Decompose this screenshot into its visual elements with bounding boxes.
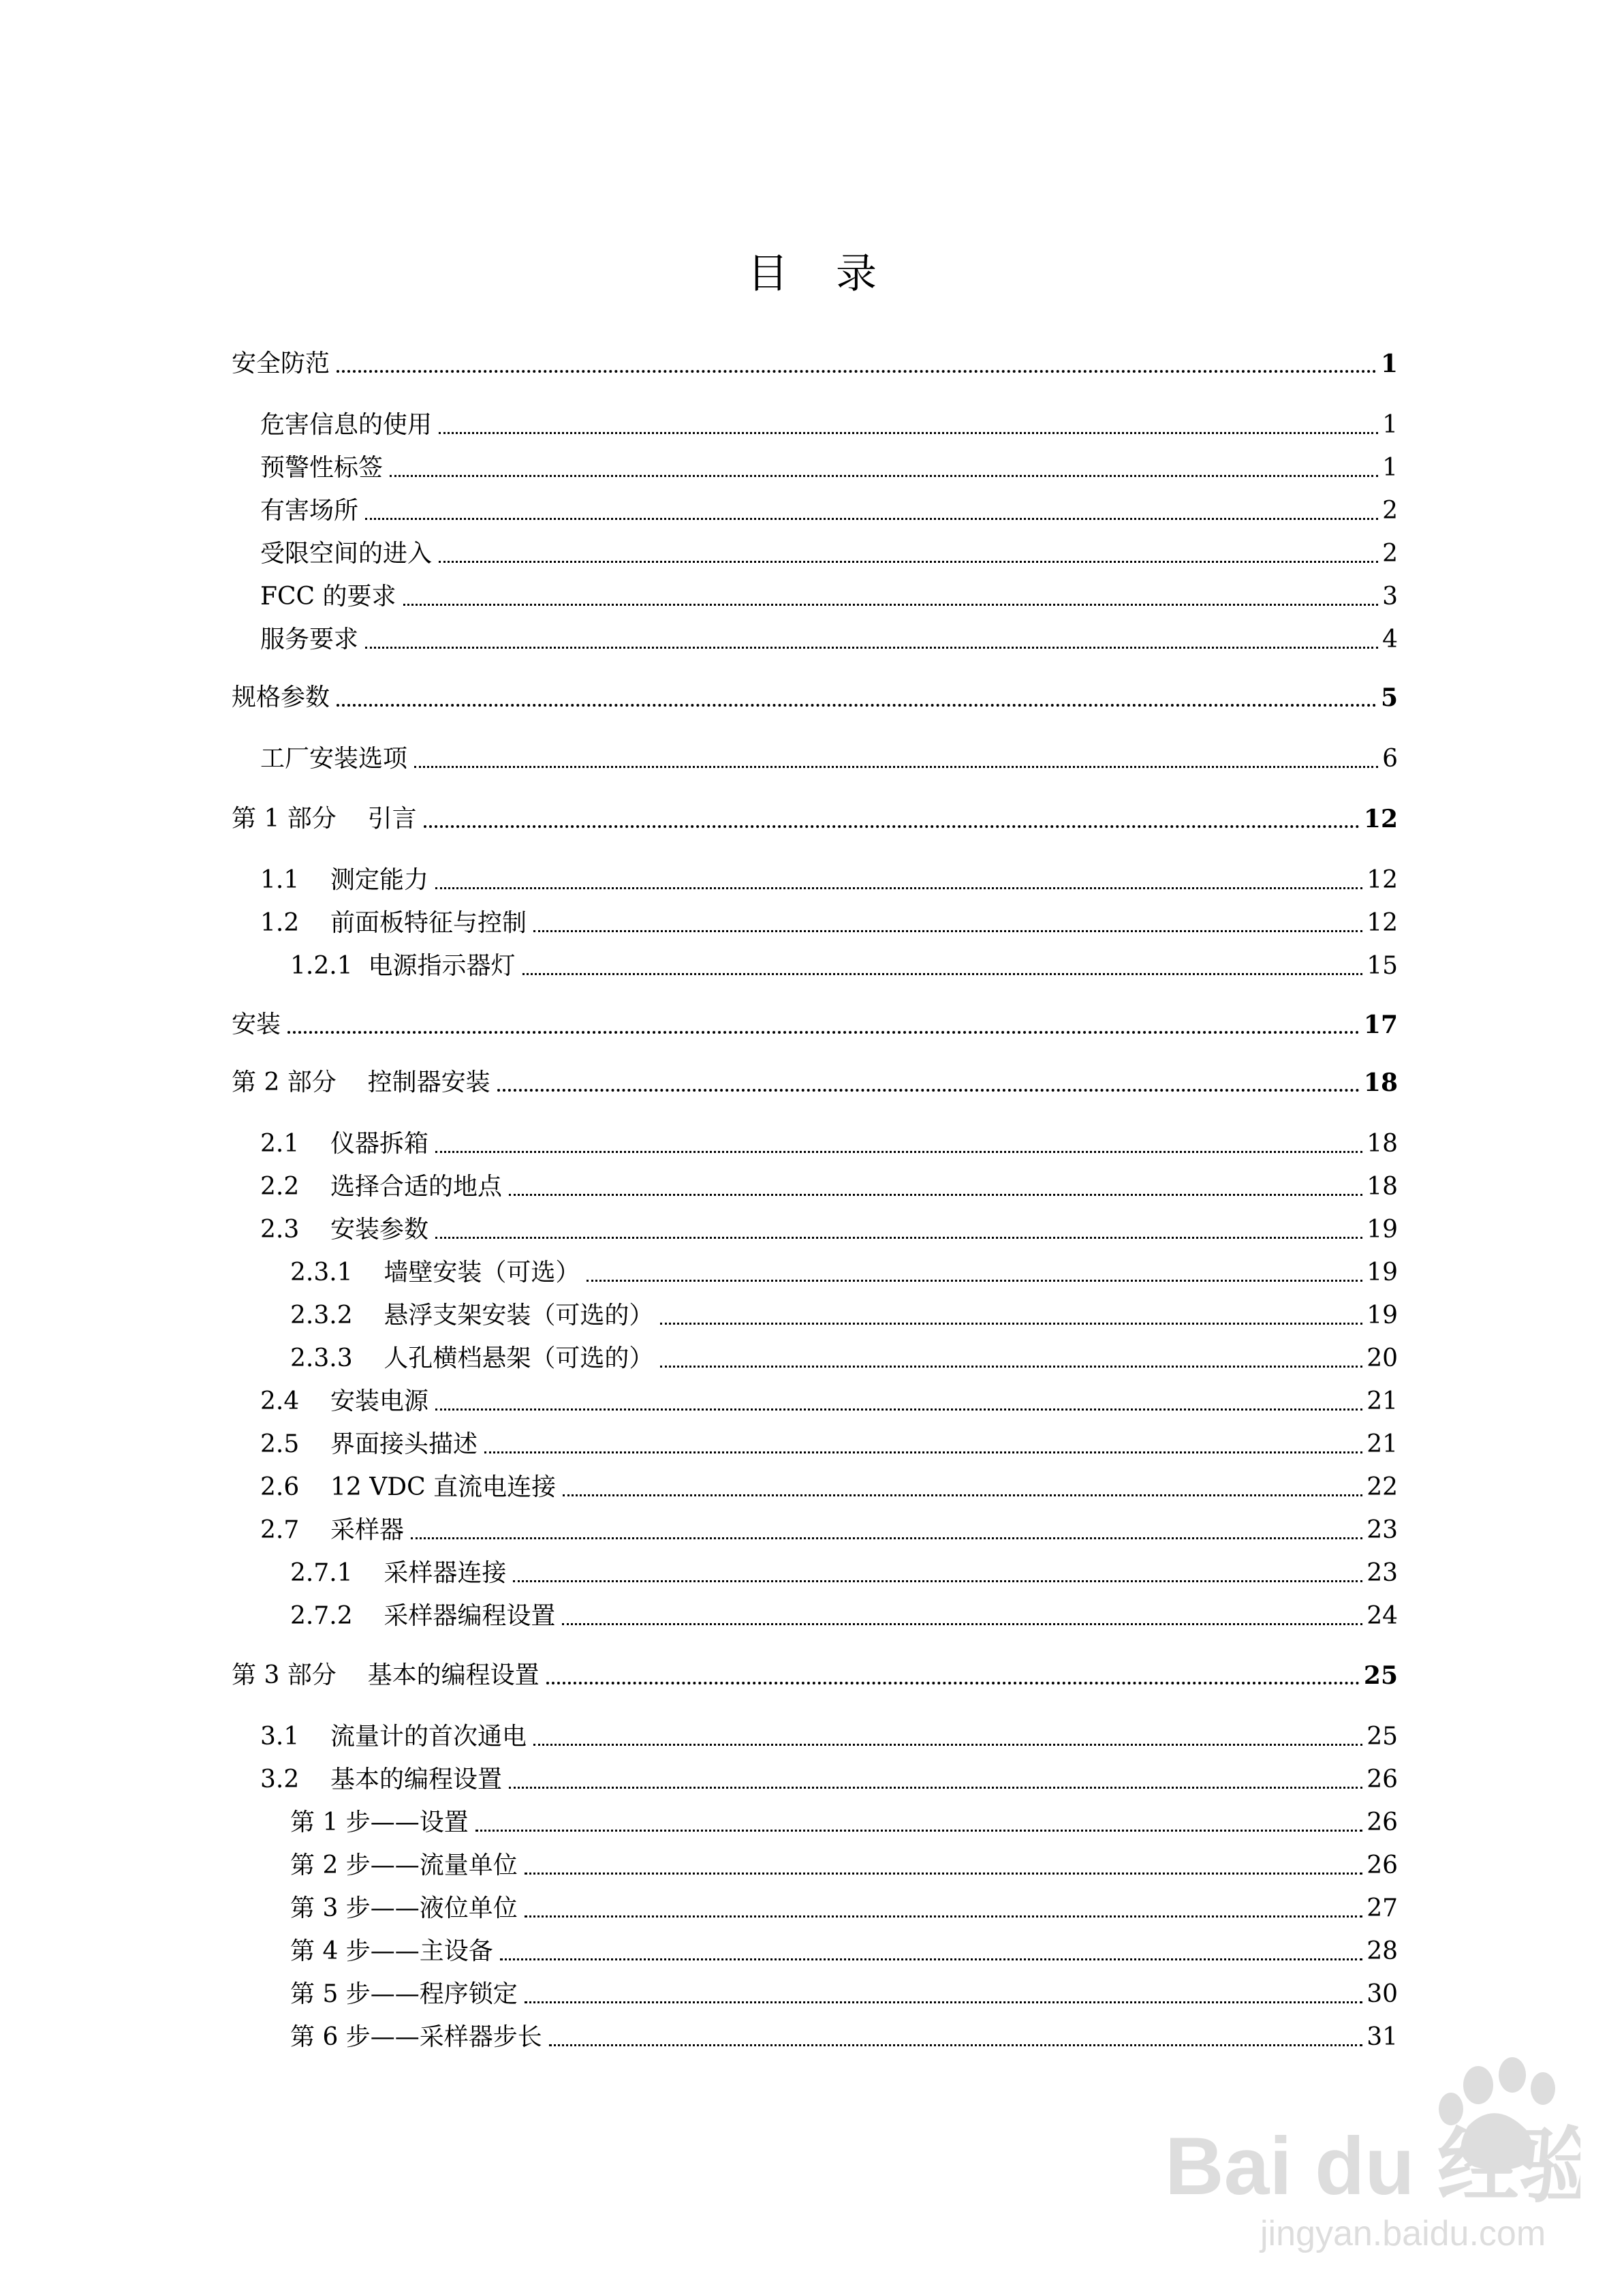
toc-entry[interactable] [260,402,1398,442]
toc-dot-leader [484,1451,1362,1453]
toc-entry-page-number: 19 [1367,1259,1398,1287]
toc-entry-title: 安装 [232,1011,281,1038]
toc-entry[interactable] [260,857,1398,897]
toc-entry-page-number: 30 [1367,1980,1398,2008]
toc-entry-title: 第 6 步——采样器步长 [290,2023,542,2051]
toc-entry[interactable] [260,1164,1398,1203]
toc-entry[interactable] [260,574,1398,613]
toc-entry-title: 2.7.2 采样器编程设置 [290,1602,556,1630]
toc-dot-leader [439,432,1378,434]
toc-dot-leader [500,1958,1362,1960]
toc-entry-title: 2.2 选择合适的地点 [260,1173,503,1201]
toc-entry-title: 受限空间的进入 [260,540,433,568]
toc-entry-page-number: 22 [1367,1473,1398,1501]
toc-entry[interactable] [290,1843,1398,1882]
toc-dot-leader [660,1323,1362,1325]
toc-entry-page-number: 12 [1367,866,1398,894]
toc-entry-page-number: 25 [1363,1661,1398,1690]
toc-entry-page-number: 2 [1382,497,1398,525]
baidu-jingyan-watermark [1158,2037,1580,2255]
toc-entry[interactable] [260,1421,1398,1461]
toc-entry-page-number: 21 [1367,1430,1398,1458]
toc-entry-title: 2.1 仪器拆箱 [260,1130,429,1158]
toc-dot-leader [497,1089,1360,1092]
toc-entry[interactable] [260,736,1398,775]
toc-entry-title: 第 2 步——流量单位 [290,1851,518,1879]
toc-entry-page-number: 26 [1367,1851,1398,1879]
toc-dot-leader [435,1408,1362,1411]
toc-entry[interactable] [290,1250,1398,1289]
toc-dot-leader [287,1031,1360,1034]
toc-entry-title: 1.2 前面板特征与控制 [260,909,527,937]
toc-entry[interactable] [260,1757,1398,1796]
toc-entry[interactable] [290,1971,1398,2011]
toc-entry-page-number: 1 [1382,411,1398,439]
toc-entry-page-number: 23 [1367,1516,1398,1544]
toc-entry-page-number: 28 [1367,1937,1398,1965]
toc-entry[interactable] [260,1464,1398,1504]
toc-dot-leader [439,561,1378,563]
svg-text:jingyan.baidu.com: jingyan.baidu.com [1260,2214,1546,2253]
toc-entry-page-number: 2 [1382,540,1398,568]
toc-dot-leader [533,1744,1362,1746]
page-title [0,247,1624,301]
toc-entry[interactable] [260,1714,1398,1753]
toc-entry-title: 2.7 采样器 [260,1516,405,1544]
toc-entry[interactable] [290,1293,1398,1332]
toc-entry[interactable] [290,1885,1398,1925]
toc-entry-title: 2.3.3 人孔横档悬架（可选的） [290,1344,654,1372]
toc-dot-leader [337,704,1377,707]
toc-dot-leader [546,1682,1360,1684]
toc-dot-leader [513,1580,1362,1582]
toc-entry-page-number: 18 [1367,1130,1398,1158]
toc-dot-leader [337,370,1377,373]
toc-dot-leader [525,2001,1362,2003]
toc-entry-title: 3.2 基本的编程设置 [260,1766,503,1793]
toc-entry-title: 2.6 12 VDC 直流电连接 [260,1473,557,1501]
toc-entry-title: 2.7.1 采样器连接 [290,1559,507,1587]
toc-entry[interactable] [290,1336,1398,1375]
toc-dot-leader [390,475,1378,477]
toc-entry-page-number: 5 [1380,683,1398,712]
toc-entry-page-number: 12 [1367,909,1398,937]
toc-entry[interactable] [232,341,1398,380]
toc-entry[interactable] [290,943,1398,983]
toc-entry-page-number: 12 [1363,805,1398,833]
toc-entry-page-number: 6 [1382,745,1398,773]
toc-entry-title: 规格参数 [232,683,330,711]
toc-entry-page-number: 24 [1367,1602,1398,1630]
toc-entry-title: 第 5 步——程序锁定 [290,1980,518,2008]
toc-entry[interactable] [260,531,1398,570]
toc-entry-title: 有害场所 [260,497,359,525]
toc-entry-page-number: 31 [1367,2023,1398,2051]
toc-entry-title: 工厂安装选项 [260,745,408,773]
toc-entry[interactable] [290,1800,1398,1839]
toc-entry-page-number: 20 [1367,1344,1398,1372]
toc-entry[interactable] [232,675,1398,714]
toc-entry-page-number: 3 [1382,583,1398,611]
toc-entry[interactable] [290,1550,1398,1590]
toc-entry-page-number: 17 [1363,1011,1398,1039]
toc-entry[interactable] [232,796,1398,835]
toc-entry-page-number: 4 [1382,626,1398,653]
toc-entry-title: 1.1 测定能力 [260,866,429,894]
toc-dot-leader [435,887,1362,889]
toc-dot-leader [435,1237,1362,1239]
toc-entry[interactable] [232,1060,1398,1099]
toc-dot-leader [403,604,1379,606]
toc-entry[interactable] [260,617,1398,656]
toc-entry[interactable] [290,1928,1398,1968]
toc-entry-title: 第 2 部分 控制器安装 [232,1068,490,1096]
toc-entry-title: 第 1 部分 引言 [232,805,417,833]
toc-dot-leader [660,1366,1362,1368]
title-char-1: 目 [747,250,788,298]
toc-entry-page-number: 18 [1367,1173,1398,1201]
toc-entry[interactable] [232,1002,1398,1041]
toc-entry-page-number: 15 [1367,952,1398,980]
toc-entry-title: 预警性标签 [260,454,384,482]
toc-entry-page-number: 25 [1367,1723,1398,1751]
toc-entry[interactable] [260,1207,1398,1246]
toc-entry[interactable] [232,1652,1398,1692]
toc-entry[interactable] [260,1378,1398,1418]
toc-dot-leader [509,1194,1362,1196]
toc-entry-page-number: 26 [1367,1808,1398,1836]
toc-dot-leader [424,825,1360,828]
toc-entry-title: 第 3 步——液位单位 [290,1894,518,1922]
toc-dot-leader [365,518,1378,520]
toc-entry[interactable] [260,445,1398,484]
toc-dot-leader [525,1873,1362,1875]
toc-dot-leader [522,973,1363,975]
toc-entry-page-number: 27 [1367,1894,1398,1922]
toc-entry-page-number: 18 [1363,1068,1398,1097]
toc-entry[interactable] [260,900,1398,940]
toc-entry-title: 危害信息的使用 [260,411,433,439]
toc-dot-leader [533,930,1362,932]
toc-dot-leader [587,1280,1362,1282]
toc-entry-title: 第 1 步——设置 [290,1808,469,1836]
svg-text:Bai du 经验: Bai du 经验 [1165,2121,1580,2212]
toc-dot-leader [525,1915,1362,1917]
toc-entry-page-number: 26 [1367,1766,1398,1793]
toc-dot-leader [562,1623,1362,1625]
toc-entry-title: 1.2.1 电源指示器灯 [290,952,516,980]
toc-entry[interactable] [260,1507,1398,1547]
toc-dot-leader [563,1494,1362,1496]
toc-entry[interactable] [260,1121,1398,1160]
toc-dot-leader [414,766,1378,768]
toc-entry-title: 服务要求 [260,626,359,653]
toc-entry-page-number: 23 [1367,1559,1398,1587]
toc-entry-title: 2.3.1 墙壁安装（可选） [290,1259,580,1287]
toc-dot-leader [475,1830,1362,1832]
toc-entry-page-number: 1 [1380,350,1398,378]
toc-dot-leader [365,647,1378,649]
toc-dot-leader [435,1151,1362,1153]
toc-entry-title: 安全防范 [232,350,330,378]
toc-entry[interactable] [290,1593,1398,1633]
toc-entry-title: FCC 的要求 [260,583,396,611]
toc-entry-page-number: 19 [1367,1216,1398,1244]
toc-entry-title: 第 3 部分 基本的编程设置 [232,1661,540,1689]
title-char-2: 录 [836,250,877,298]
toc-entry-page-number: 19 [1367,1301,1398,1329]
toc-entry-title: 3.1 流量计的首次通电 [260,1723,527,1751]
toc-entry-title: 2.3.2 悬浮支架安装（可选的） [290,1301,654,1329]
toc-entry-title: 2.5 界面接头描述 [260,1430,478,1458]
toc-entry[interactable] [260,488,1398,527]
toc-entry-page-number: 1 [1382,454,1398,482]
toc-entry-title: 2.3 安装参数 [260,1216,429,1244]
toc-dot-leader [411,1537,1362,1539]
toc-entry-title: 2.4 安装电源 [260,1387,429,1415]
toc-dot-leader [509,1787,1362,1789]
toc-entry-page-number: 21 [1367,1387,1398,1415]
toc-entry-title: 第 4 步——主设备 [290,1937,493,1965]
